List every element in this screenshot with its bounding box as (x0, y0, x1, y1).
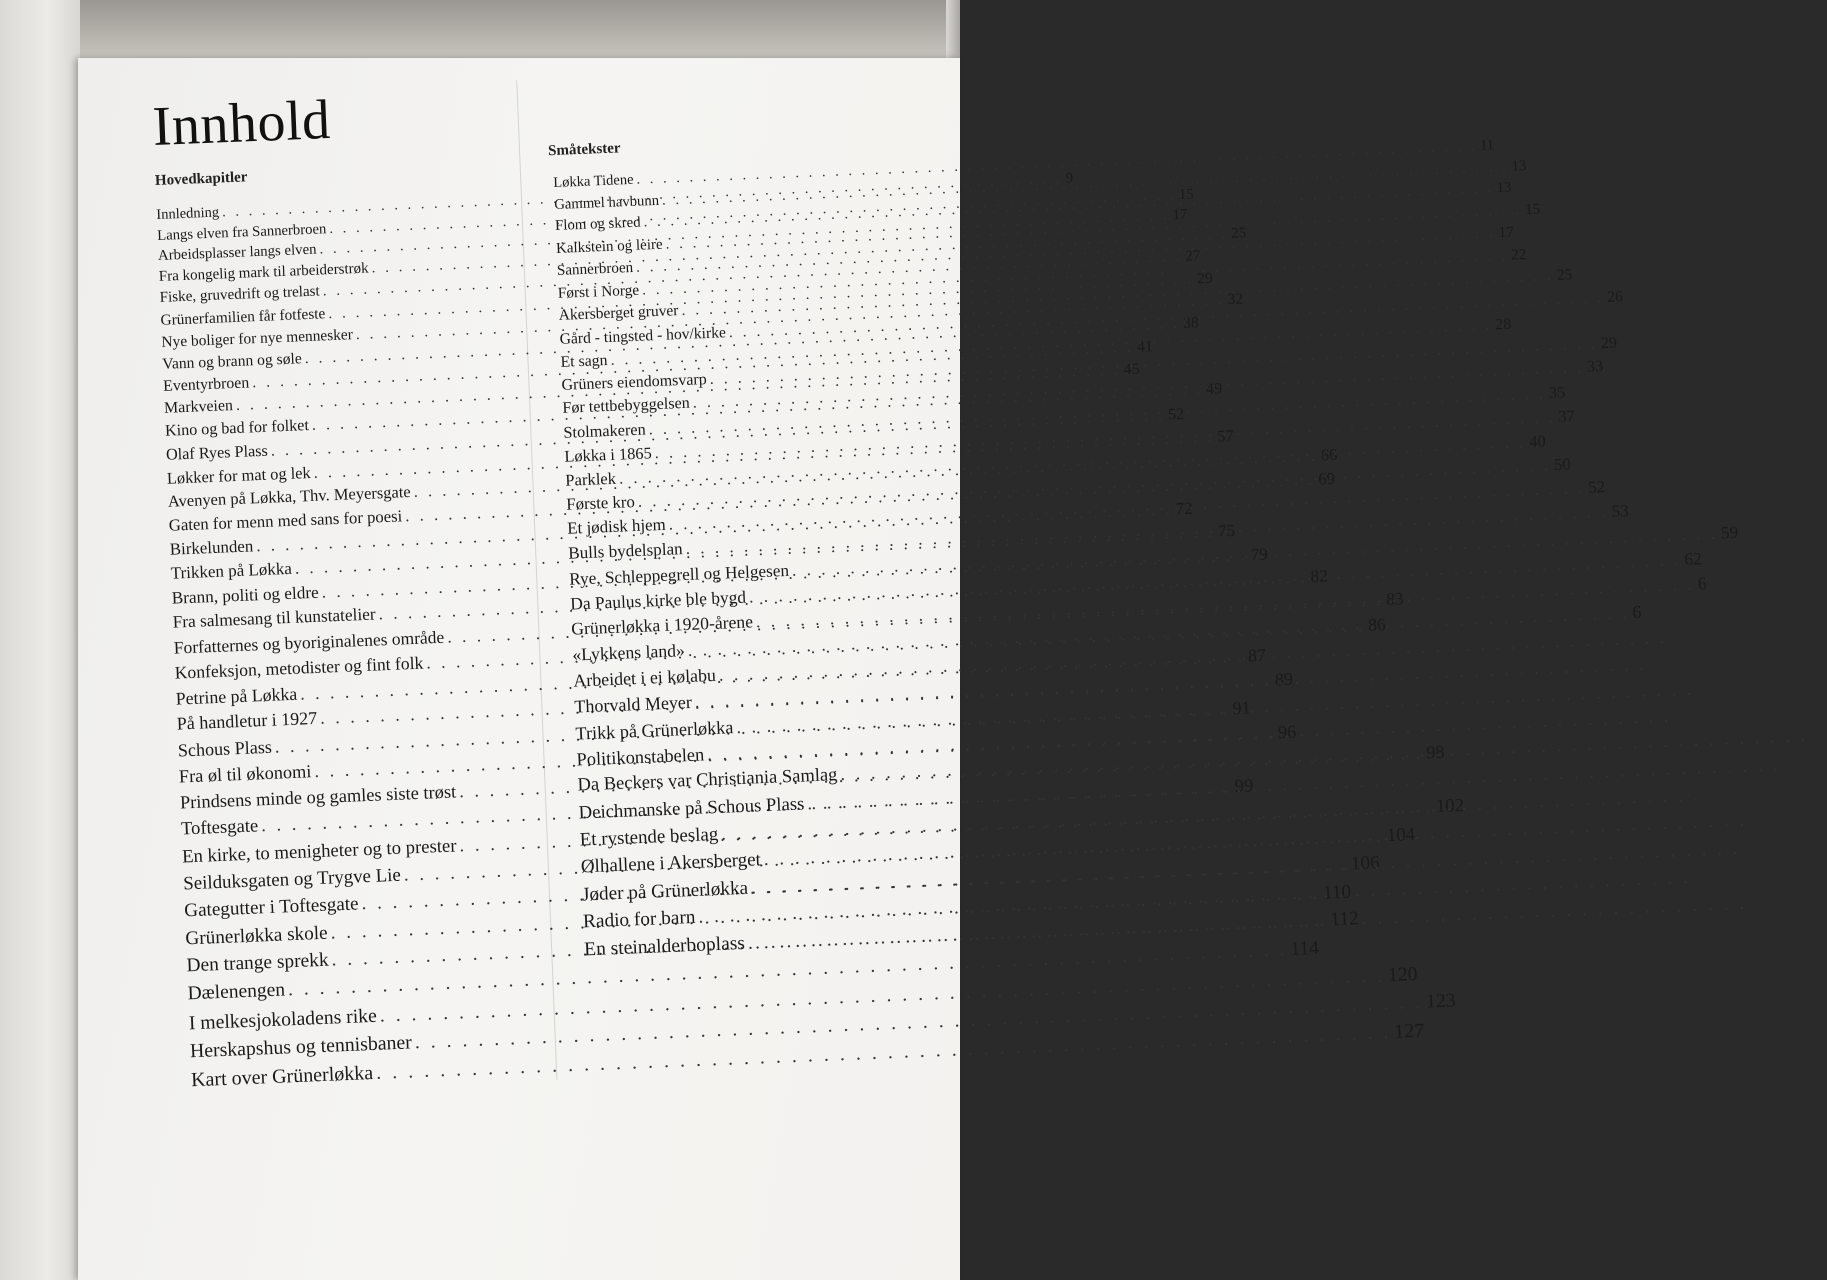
entry-page-number: 6 (1697, 573, 1707, 594)
entry-title: Første kro (565, 492, 636, 514)
entry-page-number: 112 (1330, 908, 1360, 931)
entry-title: Flom og skred (554, 214, 641, 235)
entry-page-number: 45 (1123, 360, 1140, 379)
main-chapters-heading: Hovedkapitler (154, 169, 248, 190)
entry-page-number: 72 (1175, 498, 1194, 519)
entry-title: En kirke, to menigheter og to prester (181, 835, 457, 868)
entry-title: Vann og brann og søle (162, 349, 303, 373)
entry-page-number: 89 (1274, 668, 1294, 690)
entry-page-number: 83 (1385, 588, 1404, 609)
entry-page-number: 50 (1553, 454, 1571, 475)
entry-page-number: 6 (1632, 601, 1642, 622)
entry-title: En steinalderboplass (583, 932, 746, 961)
entry-title: Gård - tingsted - hov/kirke (559, 324, 727, 348)
entry-page-number: 53 (1611, 501, 1630, 521)
entry-title: Bulls bydelsplan (567, 539, 683, 563)
entry-page-number: 98 (1425, 742, 1446, 763)
entry-page-number: 25 (1230, 225, 1247, 243)
entry-title: Rye, Schleppegrell og Helgesen (568, 560, 790, 589)
entry-title: Da Beckers var Christiania Samlag (577, 765, 838, 796)
entry-title: Gategutter i Toftesgate (183, 893, 359, 922)
entry-title: Trikk på Grünerløkka (575, 716, 734, 744)
entry-page-number: 25 (1556, 266, 1573, 284)
entry-page-number: 35 (1548, 382, 1566, 403)
entry-title: Gaten for menn med sans for poesi (168, 506, 403, 535)
entry-title: Radio for barn (582, 907, 696, 933)
entry-page-number: 99 (1234, 775, 1254, 798)
entry-page-number: 104 (1386, 823, 1416, 846)
entry-title: Markveien (163, 397, 234, 418)
entry-page-number: 17 (1498, 224, 1515, 242)
entry-title: Nye boliger for nye mennesker (161, 325, 354, 351)
entry-page-number: 102 (1435, 794, 1465, 817)
entry-page-number: 40 (1528, 431, 1547, 451)
entry-page-number: 15 (1178, 185, 1194, 203)
entry-page-number: 26 (1606, 287, 1624, 306)
entry-title: Langs elven fra Sannerbroen (156, 220, 327, 244)
entry-title: Fra øl til økonomi (178, 761, 312, 787)
entry-title: Arbeidet i ei kølabu (572, 664, 717, 691)
entry-page-number: 127 (1393, 1019, 1425, 1043)
entry-title: Politikonstabelen (576, 744, 705, 770)
entry-title: Grünerfamilien får fotfeste (160, 305, 326, 329)
entry-page-number: 37 (1557, 406, 1576, 426)
entry-page-number: 33 (1586, 358, 1604, 377)
entry-title: Avenyen på Løkka, Thv. Meyersgate (167, 482, 412, 512)
entry-page-number: 86 (1367, 614, 1387, 635)
entry-page-number: 13 (1511, 157, 1527, 175)
entry-title: Petrine på Løkka (175, 683, 298, 709)
entry-title: Løkka i 1865 (563, 443, 653, 466)
page-content (78, 23, 1739, 1279)
entry-title: «Lykkens land» (571, 639, 686, 665)
entry-title: Grünerløkka i 1920-årene (570, 611, 754, 639)
entry-title: Løkka Tidene (553, 171, 634, 192)
entry-title: Kart over Grünerløkka (190, 1061, 374, 1092)
entry-title: Akersberget gruver (558, 302, 679, 324)
entry-title: Først i Norge (557, 281, 640, 302)
entry-page-number: 91 (1232, 697, 1252, 719)
entry-title: Birkelunden (169, 536, 254, 559)
entry-page-number: 49 (1205, 380, 1223, 398)
entry-page-number: 57 (1216, 425, 1235, 446)
entry-title: Prindsens minde og gamles siste trøst (179, 781, 457, 813)
entry-title: Fra salmesang til kunstatelier (172, 604, 376, 632)
entry-title: Trikken på Løkka (170, 558, 293, 583)
entry-page-number: 75 (1217, 521, 1236, 541)
entry-page-number: 123 (1425, 989, 1457, 1013)
entry-page-number: 120 (1387, 962, 1418, 986)
entry-page-number: 62 (1683, 548, 1703, 569)
entry-page-number: 41 (1136, 337, 1154, 356)
entry-title: Da Paulus kirke ble bygd (569, 586, 747, 614)
entry-page-number: 17 (1172, 206, 1188, 224)
entry-title: Olaf Ryes Plass (165, 441, 269, 464)
entry-page-number: 32 (1227, 290, 1244, 308)
entry-page-number: 96 (1277, 721, 1297, 743)
entry-title: Kino og bad for folket (164, 416, 310, 440)
entry-page-number: 114 (1289, 938, 1320, 961)
entry-title: Sannerbroen (556, 260, 634, 280)
entry-title: Brann, politi og eldre (171, 582, 320, 608)
entry-page-number: 66 (1320, 445, 1338, 465)
entry-title: Seilduksgaten og Trygve Lie (182, 864, 402, 895)
entry-title: Konfeksjon, metodister og fint folk (174, 652, 424, 683)
entry-title: Thorvald Meyer (574, 692, 693, 717)
entry-title: Herskapshus og tennisbaner (189, 1031, 413, 1063)
entry-title: Løkker for mat og lek (166, 463, 312, 488)
entry-title: Parklek (564, 468, 617, 490)
entry-title: Jøder på Grünerløkka (581, 877, 749, 906)
entry-title: Fiske, gruvedrift og trelast (159, 283, 321, 307)
entry-page-number: 11 (1479, 137, 1495, 154)
entry-title: Et rystende beslag (579, 823, 719, 851)
entry-page-number: 110 (1322, 881, 1352, 904)
entry-title: Arbeidsplasser langs elven (157, 241, 317, 265)
entry-title: I melkesjokoladens rike (188, 1004, 378, 1035)
previous-page-edge (0, 0, 80, 1280)
entry-title: Dælenengen (187, 979, 286, 1005)
entry-page-number: 13 (1496, 179, 1512, 197)
entry-title: Kalkstein og leire (555, 236, 663, 258)
entry-title: Schous Plass (177, 736, 273, 761)
entry-page-number: 9 (1065, 170, 1074, 187)
entry-title: Et sagn (560, 351, 608, 371)
entry-page-number: 59 (1720, 522, 1739, 543)
entry-title: Grüners eiendomsvarp (561, 371, 708, 394)
entry-title: På handletur i 1927 (176, 708, 318, 734)
entry-page-number: 52 (1167, 404, 1185, 424)
contents-page (78, 58, 1739, 1280)
short-texts-heading: Småtekster (547, 140, 621, 160)
entry-page-number: 28 (1495, 315, 1512, 334)
entry-title: Gammel havbunn (553, 192, 660, 213)
entry-title: Grünerløkka skole (185, 922, 329, 949)
entry-page-number: 106 (1350, 852, 1380, 875)
entry-title: Eventyrbroen (162, 374, 250, 395)
entry-title: Stolmakeren (563, 419, 647, 442)
entry-title: Ølhallene i Akersberget (580, 849, 762, 878)
entry-page-number: 79 (1250, 544, 1269, 564)
entry-page-number: 22 (1510, 245, 1527, 264)
entry-page-number: 52 (1587, 477, 1606, 498)
entry-title: Toftesgate (180, 815, 259, 840)
entry-page-number: 15 (1524, 201, 1541, 219)
entry-page-number: 38 (1182, 313, 1200, 332)
entry-page-number: 27 (1184, 248, 1201, 266)
entry-title: Forfatternes og byoriginalenes område (173, 626, 445, 658)
entry-title: Før tettbebyggelsen (562, 395, 691, 418)
entry-page-number: 69 (1317, 469, 1336, 489)
entry-page-number: 87 (1247, 644, 1267, 666)
entry-title: Et jødisk hjem (566, 515, 667, 539)
entry-title: Deichmanske på Schous Plass (578, 793, 805, 824)
entry-page-number: 29 (1600, 334, 1618, 353)
entry-title: Innledning (156, 204, 220, 223)
entry-title: Den trange sprekk (186, 950, 330, 977)
entry-title: Fra kongelig mark til arbeiderstrøk (158, 260, 369, 286)
entry-page-number: 82 (1310, 566, 1329, 587)
entry-page-number: 29 (1196, 269, 1213, 288)
page-title: Innhold (151, 88, 332, 159)
